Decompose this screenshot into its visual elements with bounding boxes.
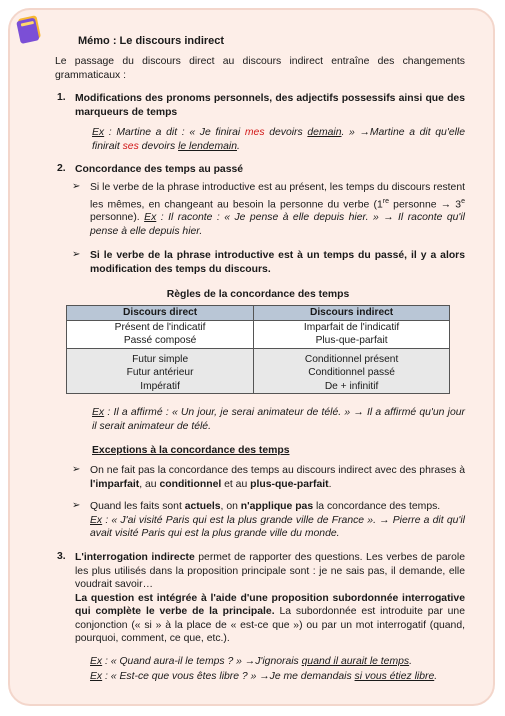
- table-cell: Futur simple: [67, 348, 254, 366]
- table-row: [67, 320, 450, 334]
- ex-text: devoirs: [138, 140, 179, 152]
- ex-label: Ex: [92, 127, 105, 138]
- bullet-text: personne).: [90, 212, 145, 224]
- section3-paragraph: [75, 551, 465, 646]
- section2-number: 2.: [57, 163, 66, 174]
- underlined-demain: demain: [307, 127, 342, 138]
- arrow-bullet-icon: ➢: [72, 249, 81, 260]
- ex-label: Ex: [90, 671, 103, 682]
- table-header: Discours direct: [67, 306, 254, 321]
- superscript: re: [382, 197, 389, 205]
- arrow-bullet-icon: ➢: [72, 181, 81, 192]
- section1-example: [92, 126, 465, 153]
- bullet-text: On ne fait pas la concordance des temps au discours indirect avec des phrases à: [90, 465, 465, 476]
- table-cell: De + infinitif: [254, 380, 450, 394]
- table-row: [67, 348, 450, 366]
- bullet-text: Quand les faits sont: [90, 501, 185, 512]
- ex-text: : Martine a dit : « Je finirai: [104, 127, 245, 138]
- underlined-answer: quand il aurait le temps: [301, 656, 410, 667]
- section2-example: [92, 406, 465, 433]
- section3-number: 3.: [57, 551, 66, 562]
- ex-label: Ex: [92, 407, 105, 418]
- table-row: [67, 380, 450, 394]
- bullet-text: , au: [139, 478, 160, 490]
- bold-term: plus-que-parfait: [250, 478, 329, 490]
- bullet-text: personne → 3: [388, 198, 462, 210]
- ex-text: .: [434, 671, 438, 682]
- underlined-answer: si vous étiez libre: [354, 671, 435, 682]
- highlight-mes: mes: [244, 127, 265, 138]
- section1-number: 1.: [57, 92, 66, 103]
- intro-text: Le passage du discours direct au discours indirect entraîne des changements grammaticaux :: [55, 56, 465, 81]
- notebook-icon: [14, 14, 44, 44]
- bullet-text: .: [328, 478, 332, 490]
- table-cell: Passé composé: [67, 334, 254, 348]
- page-title: Mémo : Le discours indirect: [78, 35, 225, 47]
- ex-text: : Il raconte : « Je pense à elle depuis hier. » → Il raconte qu'il pense à elle depuis hier.: [90, 212, 465, 237]
- bold-term: conditionnel: [159, 478, 222, 490]
- bold-term: l'imparfait: [90, 478, 140, 490]
- ex-text: devoirs: [264, 127, 308, 138]
- table-cell: Impératif: [67, 380, 254, 394]
- table-cell: Conditionnel présent: [254, 348, 450, 366]
- table-cell: Imparfait de l'indicatif: [254, 320, 450, 334]
- ex-text: .: [409, 656, 412, 667]
- ex-text: . » →Martine a dit qu'elle finirait: [92, 127, 465, 152]
- ex-text: .: [236, 140, 240, 152]
- ex-text: : « Quand aura-il le temps ? » →J'ignorais: [102, 656, 302, 667]
- bullet-text: la concordance des temps.: [313, 501, 441, 512]
- highlight-ses: ses: [122, 140, 139, 152]
- table-row: [67, 334, 450, 348]
- section3-example2: [90, 670, 465, 684]
- table-caption: Règles de la concordance des temps: [166, 289, 350, 300]
- bullet-past: Si le verbe de la phrase introductive est à un temps du passé, il y a alors modification des temps du discours.: [90, 250, 465, 275]
- section3-bold-text: La question est intégrée à l'aide d'une proposition subordonnée interrogative qui complète le verbe de la principale.: [75, 592, 465, 617]
- ex-text: : « J'ai visité Paris qui est la plus grande ville de France ». → Pierre a dit qu'il avait visité Paris qui est la plus grande ville du monde.: [90, 514, 465, 539]
- bullet-text: et au: [221, 478, 251, 490]
- section1-heading: Modifications des pronoms personnels, des adjectifs possessifs ainsi que des marqueurs de temps: [75, 93, 465, 118]
- bullet-text: , on: [220, 501, 241, 512]
- section3-heading: L'interrogation indirecte: [75, 552, 195, 563]
- table-cell: Plus-que-parfait: [254, 334, 450, 348]
- arrow-bullet-icon: ➢: [72, 500, 81, 511]
- ex-text: : « Est-ce que vous êtes libre ? » →Je me demandais: [102, 671, 355, 682]
- table-cell: Conditionnel passé: [254, 366, 450, 380]
- ex-label: Ex: [90, 656, 103, 667]
- section3-example1: [90, 655, 465, 669]
- underlined-lendemain: le lendemain: [178, 140, 237, 152]
- ex-text: : Il a affirmé : « Un jour, je serai animateur de télé. » → Il a affirmé qu'un jour il serait animateur de télé.: [92, 407, 465, 432]
- superscript: e: [461, 197, 465, 205]
- concordance-table: [66, 305, 450, 394]
- section2-heading: Concordance des temps au passé: [75, 164, 244, 175]
- bullet-text: Si le verbe de la phrase introductive est au présent, les temps du discours restent les mêmes, en changeant au besoin la personne du verbe (1: [90, 182, 465, 210]
- ex-label: Ex: [90, 514, 103, 526]
- exceptions-heading: Exceptions à la concordance des temps: [92, 445, 290, 456]
- bold-term: n'applique pas: [240, 501, 314, 512]
- ex-label: Ex: [144, 212, 157, 224]
- arrow-bullet-icon: ➢: [72, 464, 81, 475]
- bullet-present: [90, 181, 465, 238]
- table-row: [67, 366, 450, 380]
- exception-imparfait: [90, 464, 465, 491]
- table-cell: Futur antérieur: [67, 366, 254, 380]
- section3-text: La subordonnée est introduite par une conjonction (« si » à la place de « est-ce que ») ou par un mot interrogatif (quand, pourquoi, comment, ce que, etc.).: [75, 606, 465, 644]
- bold-term: actuels: [184, 501, 221, 512]
- table-header: Discours indirect: [254, 306, 450, 321]
- exception-actuels: [90, 500, 465, 541]
- section3-text: permet de rapporter des questions. Les verbes de parole les plus utilisés dans la proposition principale sont : je ne sais pas, il demande, elle voudrait savoir…: [75, 552, 465, 590]
- table-cell: Présent de l'indicatif: [67, 320, 254, 334]
